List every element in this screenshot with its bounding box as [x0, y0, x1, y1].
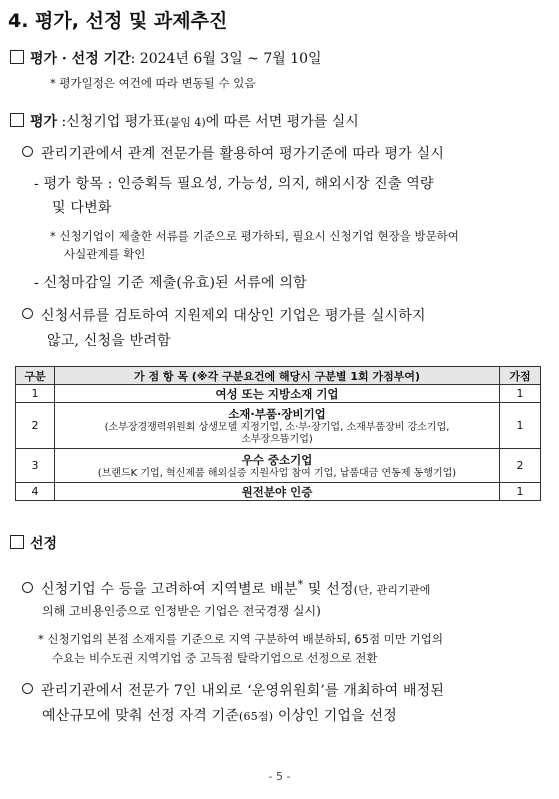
selection-item-1-text: 신청기업 수 등을 고려하여 지역별로 배분	[41, 581, 298, 598]
row-score: 2	[500, 449, 541, 483]
row-number: 4	[16, 483, 55, 501]
selection-item-2-text-a: 예산규모에 맞춰 선정 자격 기준	[42, 708, 240, 724]
bonus-points-table	[15, 366, 541, 501]
row-number: 3	[16, 449, 55, 483]
row-title: 여성 또는 지방소재 기업	[215, 386, 339, 401]
selection-item-1-cont: 의해 고비용인증으로 인정받은 기업은 전국경쟁 실시)	[42, 604, 321, 618]
evaluation-note-1: * 신청기업이 제출한 서류를 기준으로 평가하되, 필요시 신청기업 현장을 방문하여	[50, 229, 459, 243]
selection-note-cont: 수요는 비수도권 지역기업 중 고득점 탈락기업으로 선정으로 전환	[52, 651, 378, 665]
period-note: * 평가일정은 여건에 따라 변동될 수 있음	[50, 76, 256, 90]
header-points: 가점	[500, 367, 541, 385]
period-value: : 2024년 6월 3일 ~ 7월 10일	[130, 51, 322, 67]
page-number: - 5 -	[268, 770, 291, 783]
row-score: 1	[500, 385, 541, 403]
header-category: 구분	[16, 367, 55, 385]
circle-bullet-icon	[22, 683, 33, 694]
row-item	[55, 403, 500, 449]
row-detail: (소부장경쟁력위원회 상생모델 지정기업, 소·부·장기업, 소재부품장비 강소기업,	[104, 421, 450, 433]
selection-item-2-score: (65점)	[239, 710, 274, 723]
table-row	[16, 449, 541, 483]
selection-item-2-text-c: 이상인 기업을 선정	[273, 708, 397, 724]
row-item	[55, 483, 500, 501]
row-detail: (브랜드K 기업, 혁신제품 해외실증 지원사업 참여 기업, 납품대금 연동제 동행기업)	[97, 467, 457, 479]
selection-item-1-text-b: 및 선정	[303, 581, 354, 598]
evaluation-ref: (붙임 4)	[165, 116, 206, 129]
row-number: 2	[16, 403, 55, 449]
footnote-marker: *	[297, 578, 304, 591]
row-title: 우수 중소기업	[241, 452, 313, 467]
evaluation-item-2	[22, 305, 426, 325]
selection-line	[10, 533, 57, 553]
section-heading: 4. 평가, 선정 및 과제추진	[8, 10, 228, 32]
selection-label: 선정	[30, 536, 58, 552]
table-row	[16, 483, 541, 501]
evaluation-dash-1-cont: 및 다변화	[52, 200, 112, 216]
table-row	[16, 403, 541, 449]
circle-bullet-icon	[22, 582, 33, 593]
selection-item-1-paren: (단, 관리기관에	[353, 583, 431, 597]
selection-note: * 신청기업의 본점 소재지를 기준으로 지역 구분하여 배분하되, 65점 미만 기업의	[38, 632, 443, 646]
checkbox-icon	[10, 535, 24, 549]
checkbox-icon	[10, 50, 24, 64]
selection-item-2-text: 관리기관에서 전문가 7인 내외로 ‘운영위원회’를 개최하여 배정된	[41, 683, 445, 699]
checkbox-icon	[10, 113, 24, 127]
row-score: 1	[500, 403, 541, 449]
selection-item-2	[22, 680, 444, 700]
table-row	[16, 385, 541, 403]
evaluation-text: :신청기업 평가표	[57, 114, 166, 130]
evaluation-note-1-cont: 사실관계를 확인	[64, 247, 146, 261]
circle-bullet-icon	[22, 146, 33, 157]
row-detail-cont: 소부장으뜸기업)	[241, 433, 313, 445]
evaluation-item-1	[22, 143, 444, 163]
header-items: 가 점 항 목 (※각 구분요건에 해당시 구분별 1회 가점부여)	[55, 367, 500, 385]
evaluation-item-2-text: 신청서류를 검토하여 지원제외 대상인 기업은 평가를 실시하지	[41, 308, 426, 324]
evaluation-item-2-cont: 않고, 신청을 반려함	[47, 333, 171, 349]
row-item	[55, 449, 500, 483]
row-title: 원전분야 인증	[241, 484, 313, 499]
period-line	[10, 48, 322, 68]
selection-item-1	[22, 578, 431, 599]
evaluation-item-1-text: 관리기관에서 관계 전문가를 활용하여 평가기준에 따라 평가 실시	[41, 146, 445, 162]
selection-item-2-cont	[42, 705, 397, 725]
row-number: 1	[16, 385, 55, 403]
table-header-row	[16, 367, 541, 385]
circle-bullet-icon	[22, 308, 33, 319]
evaluation-text-end: 에 따른 서면 평가를 실시	[205, 114, 359, 130]
period-label: 평가 · 선정 기간	[30, 51, 131, 67]
evaluation-dash-1: - 평가 항목 : 인증획득 필요성, 가능성, 의지, 해외시장 진출 역량	[34, 176, 434, 192]
evaluation-label: 평가	[30, 114, 58, 130]
row-title: 소재·부품·장비기업	[228, 406, 326, 421]
row-item	[55, 385, 500, 403]
row-score: 1	[500, 483, 541, 501]
evaluation-line	[10, 111, 359, 131]
evaluation-dash-2: - 신청마감일 기준 제출(유효)된 서류에 의함	[34, 275, 307, 291]
